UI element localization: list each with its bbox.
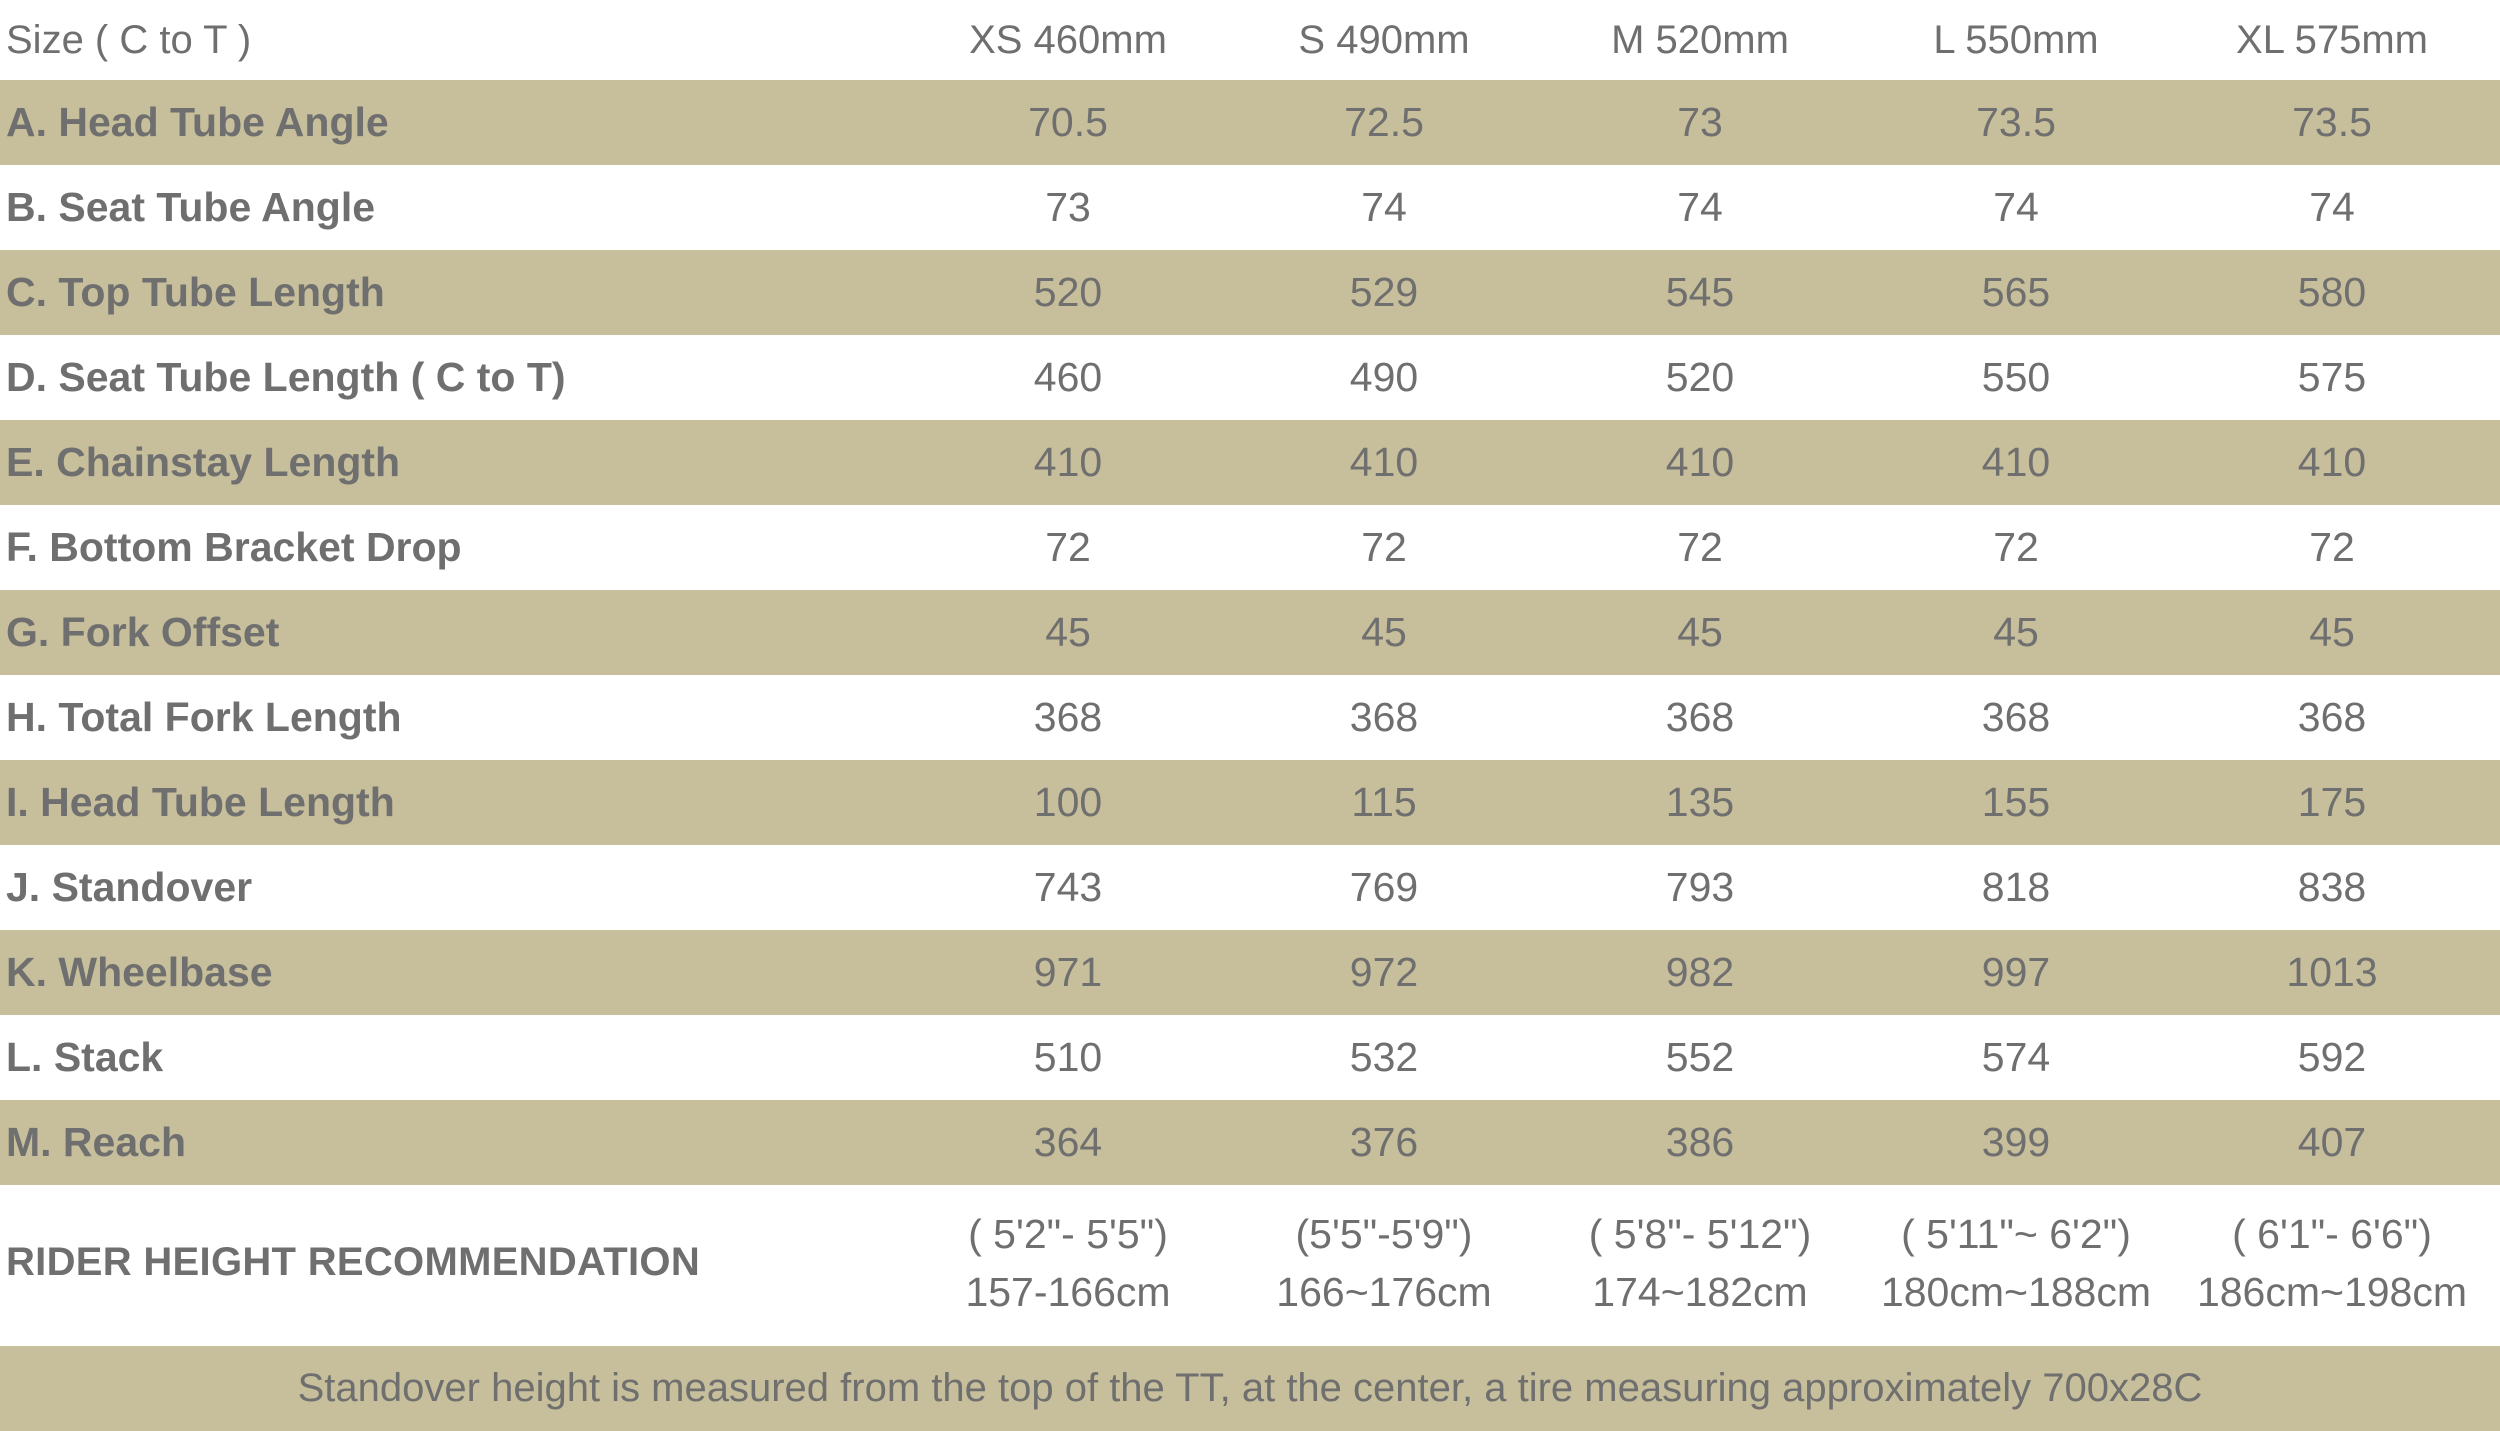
row-value: 72: [1993, 524, 2039, 570]
row-value: 818: [1981, 864, 2051, 910]
table-row: [0, 335, 2500, 420]
row-value: 73.5: [2292, 99, 2372, 145]
table-row: [0, 420, 2500, 505]
rider-height-metric: 157-166cm: [965, 1268, 1171, 1315]
row-value: 410: [1981, 439, 2051, 485]
rider-height-label: RIDER HEIGHT RECOMMENDATION: [6, 1240, 701, 1284]
row-value: 743: [1033, 864, 1103, 910]
rider-height-metric: 166~176cm: [1276, 1268, 1492, 1315]
row-value: 368: [2297, 694, 2367, 740]
row-value: 74: [1361, 184, 1407, 230]
row-label: A. Head Tube Angle: [6, 99, 389, 145]
table-row: [0, 590, 2500, 675]
row-value: 580: [2297, 269, 2367, 315]
rider-height-imperial: ( 5'11"~ 6'2"): [1901, 1210, 2131, 1257]
row-value: 490: [1349, 354, 1419, 400]
row-value: 520: [1033, 269, 1103, 315]
row-value: 386: [1665, 1119, 1735, 1165]
row-value: 399: [1981, 1119, 2051, 1165]
row-value: 135: [1665, 779, 1735, 825]
row-value: 368: [1349, 694, 1419, 740]
row-value: 115: [1351, 779, 1417, 825]
row-value: 529: [1349, 269, 1419, 315]
row-value: 532: [1349, 1034, 1419, 1080]
size-header-l: L 550mm: [1933, 17, 2099, 62]
row-value: 410: [2297, 439, 2367, 485]
rider-height-xs: [910, 1205, 1226, 1321]
row-value: 72: [1677, 524, 1723, 570]
row-value: 410: [1349, 439, 1419, 485]
row-value: 368: [1981, 694, 2051, 740]
row-label: I. Head Tube Length: [6, 779, 395, 825]
row-value: 73.5: [1976, 99, 2056, 145]
table-row: [0, 1100, 2500, 1185]
row-value: 74: [2309, 184, 2355, 230]
row-value: 73: [1677, 99, 1723, 145]
row-value: 592: [2297, 1034, 2367, 1080]
table-row: [0, 675, 2500, 760]
row-value: 175: [2297, 779, 2367, 825]
rider-height-metric: 174~182cm: [1592, 1268, 1808, 1315]
table-row: [0, 760, 2500, 845]
row-value: 155: [1981, 779, 2051, 825]
row-label: J. Standover: [6, 864, 253, 910]
row-value: 45: [1361, 609, 1407, 655]
table-row: [0, 505, 2500, 590]
row-value: 769: [1349, 864, 1419, 910]
row-label: D. Seat Tube Length ( C to T): [6, 354, 566, 400]
row-value: 376: [1349, 1119, 1419, 1165]
size-header-xs: XS 460mm: [969, 17, 1167, 62]
row-value: 407: [2297, 1119, 2367, 1165]
row-value: 100: [1033, 779, 1103, 825]
row-value: 575: [2297, 354, 2367, 400]
row-value: 72: [2309, 524, 2355, 570]
rider-height-xl: [2174, 1205, 2490, 1321]
row-value: 550: [1981, 354, 2051, 400]
size-header-s: S 490mm: [1298, 17, 1470, 62]
row-value: 45: [1677, 609, 1723, 655]
row-label: F. Bottom Bracket Drop: [6, 524, 462, 570]
row-value: 364: [1033, 1119, 1103, 1165]
row-value: 72.5: [1344, 99, 1424, 145]
row-value: 510: [1033, 1034, 1103, 1080]
row-value: 574: [1981, 1034, 2051, 1080]
row-value: 368: [1665, 694, 1735, 740]
row-value: 565: [1981, 269, 2051, 315]
table-row: [0, 845, 2500, 930]
rider-height-metric: 186cm~198cm: [2196, 1268, 2468, 1315]
row-value: 74: [1677, 184, 1723, 230]
row-value: 74: [1993, 184, 2039, 230]
row-label: K. Wheelbase: [6, 949, 273, 995]
row-label: B. Seat Tube Angle: [6, 184, 376, 230]
row-value: 70.5: [1028, 99, 1108, 145]
row-value: 520: [1665, 354, 1735, 400]
row-label: G. Fork Offset: [6, 609, 280, 655]
row-value: 460: [1033, 354, 1103, 400]
table-row: [0, 80, 2500, 165]
row-label: M. Reach: [6, 1119, 186, 1165]
row-value: 793: [1665, 864, 1735, 910]
rider-height-l: [1858, 1205, 2174, 1321]
table-row: [0, 930, 2500, 1015]
rider-height-m: [1542, 1205, 1858, 1321]
size-header-label: Size ( C to T ): [6, 17, 252, 62]
row-label: H. Total Fork Length: [6, 694, 402, 740]
table-row: [0, 250, 2500, 335]
row-value: 972: [1349, 949, 1419, 995]
header-row: [0, 0, 2500, 80]
size-header-m: M 520mm: [1611, 17, 1789, 62]
table-row: [0, 165, 2500, 250]
row-value: 72: [1361, 524, 1407, 570]
row-label: E. Chainstay Length: [6, 439, 401, 485]
row-value: 410: [1665, 439, 1735, 485]
row-value: 982: [1665, 949, 1735, 995]
row-value: 971: [1033, 949, 1103, 995]
row-value: 73: [1045, 184, 1091, 230]
row-value: 368: [1033, 694, 1103, 740]
rider-height-imperial: ( 5'2"- 5'5"): [968, 1210, 1168, 1257]
rider-height-s: [1226, 1205, 1542, 1321]
size-header-xl: XL 575mm: [2236, 17, 2428, 62]
row-value: 45: [1993, 609, 2039, 655]
row-value: 72: [1045, 524, 1091, 570]
rider-height-imperial: (5'5"-5'9"): [1295, 1210, 1473, 1257]
row-label: C. Top Tube Length: [6, 269, 385, 315]
row-value: 552: [1665, 1034, 1735, 1080]
row-label: L. Stack: [6, 1034, 164, 1080]
row-value: 997: [1981, 949, 2051, 995]
row-value: 45: [2309, 609, 2355, 655]
row-value: 545: [1665, 269, 1735, 315]
row-value: 410: [1033, 439, 1103, 485]
row-value: 838: [2297, 864, 2367, 910]
rider-height-row: [0, 1185, 2500, 1340]
table-row: [0, 1015, 2500, 1100]
standover-note: Standover height is measured from the top of the TT, at the center, a tire measuring approximately 700x28C: [0, 1346, 2500, 1431]
rider-height-metric: 180cm~188cm: [1880, 1268, 2152, 1315]
rider-height-imperial: ( 5'8"- 5'12"): [1588, 1210, 1812, 1257]
rider-height-imperial: ( 6'1"- 6'6"): [2232, 1210, 2432, 1257]
row-value: 1013: [2286, 949, 2378, 995]
row-value: 45: [1045, 609, 1091, 655]
